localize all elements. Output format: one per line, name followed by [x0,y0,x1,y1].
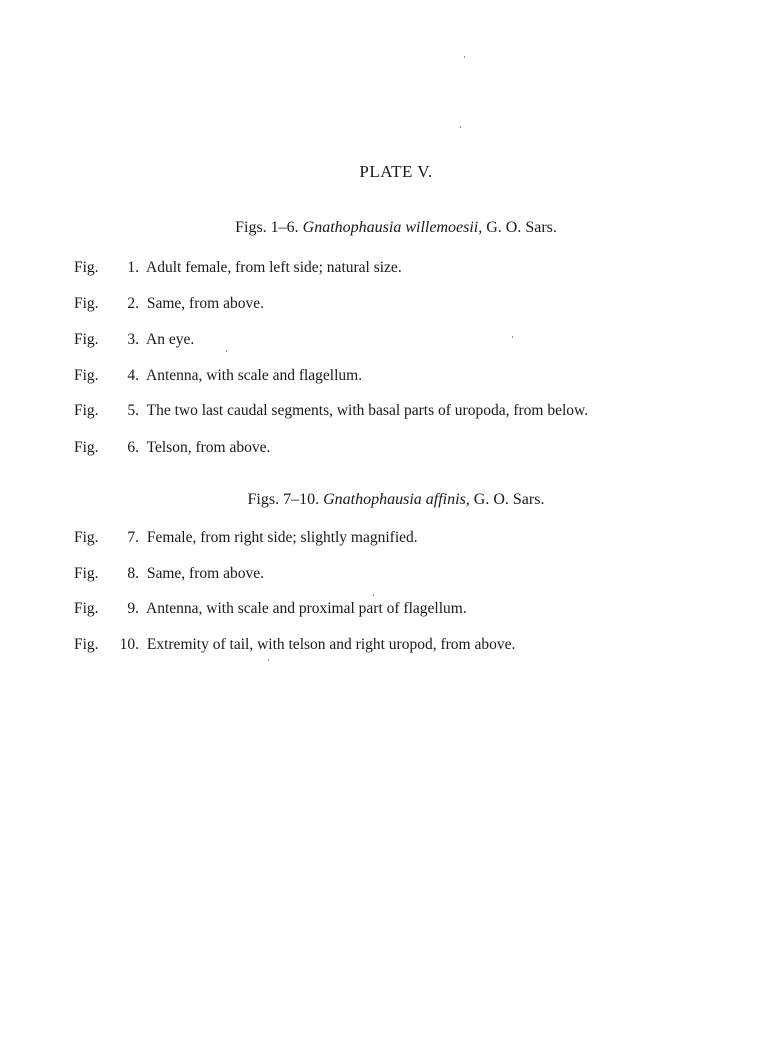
fig-description: Antenna, with scale and proximal part of flagellum. [146,600,467,617]
figure-caption-10 [74,636,515,654]
scan-speck [373,594,374,596]
fig-label: Fig. [74,439,99,456]
scan-speck [464,56,465,58]
fig-number: 4. [127,367,139,384]
section-heading-2 [0,491,776,509]
figure-caption-4 [74,367,362,385]
fig-description: Adult female, from left side; natural size. [146,259,402,276]
plate-title: PLATE V. [359,162,433,181]
fig-number: 9. [127,600,139,617]
scan-speck [226,350,227,352]
fig-description: Antenna, with scale and flagellum. [146,367,363,384]
figure-caption-6 [74,439,270,457]
fig-description: Female, from right side; slightly magnified. [146,529,418,546]
fig-label: Fig. [74,295,99,312]
scan-speck [512,336,513,338]
fig-description: Same, from above. [146,295,264,312]
section-range: Figs. 7–10. [247,491,320,508]
figure-caption-2 [74,295,264,313]
fig-label: Fig. [74,402,99,419]
fig-label: Fig. [74,367,99,384]
fig-number: 3. [127,331,139,348]
fig-number: 10. [119,636,139,653]
species-name: Gnathophausia willemoesii, [302,219,483,236]
fig-label: Fig. [74,565,99,582]
fig-number: 8. [127,565,139,582]
figure-caption-7 [74,529,418,547]
species-author: G. O. Sars. [486,219,557,236]
fig-description: The two last caudal segments, with basal parts of uropoda, from below. [146,402,589,419]
fig-number: 5. [127,402,139,419]
figure-caption-1 [74,259,402,277]
fig-label: Fig. [74,600,99,617]
fig-number: 6. [127,439,139,456]
fig-label: Fig. [74,259,99,276]
fig-description: An eye. [146,331,195,348]
scan-speck [460,126,461,128]
fig-description: Same, from above. [146,565,264,582]
figure-caption-3 [74,331,194,349]
scan-speck [268,659,269,661]
fig-number: 7. [127,529,139,546]
figure-caption-8 [74,565,264,583]
figure-caption-5 [74,402,588,420]
figure-caption-9 [74,600,467,618]
fig-label: Fig. [74,636,99,653]
fig-number: 2. [127,295,139,312]
section-range: Figs. 1–6. [235,219,299,236]
fig-description: Telson, from above. [146,439,271,456]
fig-label: Fig. [74,331,99,348]
species-author: G. O. Sars. [473,491,545,508]
fig-description: Extremity of tail, with telson and right uropod, from above. [146,636,516,653]
fig-label: Fig. [74,529,99,546]
section-heading-1 [0,219,776,237]
species-name: Gnathophausia affinis, [323,491,470,508]
fig-number: 1. [127,259,139,276]
